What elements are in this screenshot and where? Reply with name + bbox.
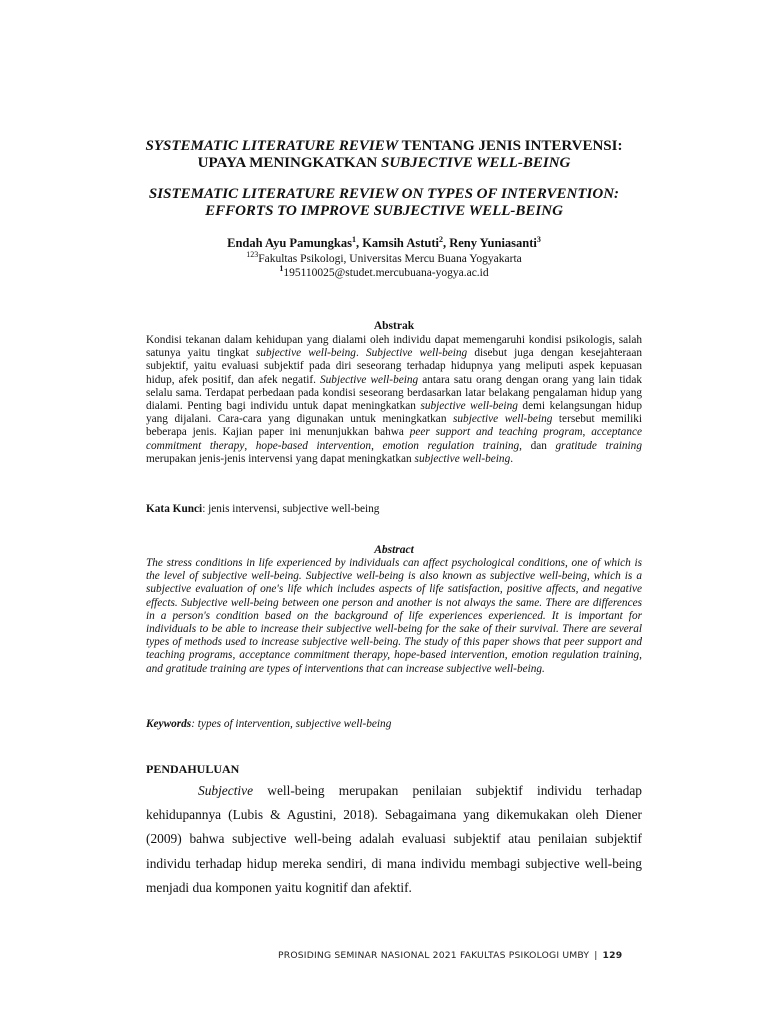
abstrak-italic: subjective well-being xyxy=(255,347,356,360)
author-1-sup: 1 xyxy=(351,234,356,244)
footer-text: PROSIDING SEMINAR NASIONAL 2021 FAKULTAS PSIKOLOGI UMBY xyxy=(278,950,590,961)
author-3-sup: 3 xyxy=(536,234,541,244)
pendahuluan-text: well-being merupakan penilaian subjektif individu terhadap kehidupannya (Lubis & Agustini, 2018). Sebagaimana yang dikemukakan oleh Diener (2009) bahwa subjective well-being adalah evaluasi subjektif atau penilaian subjektif individu terhadap hidup mereka sendiri, di mana individu membagi subjective well-being menjadi dua komponen yaitu kognitif dan afektif. xyxy=(146,783,642,895)
abstrak-italic: subjective well-being xyxy=(420,400,518,413)
abstrak-text: disebut juga dengan kesejahteraan subjektif, yaitu evaluasi subjektif pada diri seseorang terhadap hidupnya yang meliputi aspek kepuasan hidup, afek positif, dan afek negatif. xyxy=(146,347,642,386)
keywords-value: : types of intervention, subjective well-being xyxy=(191,718,392,730)
title-indonesian xyxy=(120,138,648,172)
author-2-sup: 2 xyxy=(438,234,443,244)
keywords-label: Keywords xyxy=(146,718,192,730)
abstrak-italic: subjective well-being xyxy=(453,413,553,426)
title-id-line2-italic: SUBJECTIVE WELL-BEING xyxy=(381,155,571,171)
keywords xyxy=(146,718,642,730)
email-sup: 1 xyxy=(279,264,284,274)
abstrak-text: , xyxy=(244,439,256,452)
section-heading-pendahuluan: PENDAHULUAN xyxy=(146,762,240,776)
title-en-line1: SISTEMATIC LITERATURE REVIEW ON TYPES OF INTERVENTION: xyxy=(148,186,620,202)
abstrak-italic: emotion regulation training xyxy=(382,439,520,452)
abstrak-text: Kondisi tekanan dalam kehidupan yang dialami oleh individu dapat memengaruhi kondisi psikologis, salah satunya yaitu tingkat xyxy=(146,334,642,360)
abstrak-text: . xyxy=(355,347,366,360)
abstrak-heading: Abstrak xyxy=(373,320,415,332)
pendahuluan-paragraph xyxy=(146,779,642,900)
abstrak-text: merupakan jenis-jenis intervensi yang dapat meningkatkan xyxy=(146,452,415,465)
title-en-line2: EFFORTS TO IMPROVE SUBJECTIVE WELL-BEING xyxy=(205,203,563,219)
author-sep: , xyxy=(442,236,450,250)
title-id-line1-rest: TENTANG JENIS INTERVENSI: xyxy=(398,138,623,154)
abstrak-text: , xyxy=(582,426,592,439)
abstrak-text: tersebut memiliki beberapa jenis. Kajian paper ini menunjukkan bahwa xyxy=(146,413,642,439)
author-list xyxy=(120,236,648,251)
abstrak-italic: subjective well-being xyxy=(414,452,511,465)
abstrak-text: demi kelangsungan hidup yang dijalani. Cara-cara yang digunakan untuk meningkatkan xyxy=(146,400,642,426)
abstrak-italic: peer support and teaching program xyxy=(409,426,583,439)
abstrak-italic: Subjective well-being xyxy=(365,347,468,360)
title-id-line1-italic: SYSTEMATIC LITERATURE REVIEW xyxy=(145,138,399,154)
affiliation-sup: 123 xyxy=(246,250,259,260)
abstrak-text: , dan xyxy=(519,439,556,452)
abstrak-text: antara satu orang dengan orang yang lain tidak selalu sama. Terdapat perbedaan pada kondisi seseorang berdasarkan latar belakang pengalaman hidup yang dialami. Penting bagi individu untuk dapat meningkatkan xyxy=(146,373,642,413)
page-footer xyxy=(278,950,622,961)
abstrak-italic: Subjective well-being xyxy=(320,373,419,386)
author-1: Endah Ayu Pamungkas xyxy=(227,236,352,250)
abstract-heading: Abstract xyxy=(374,544,414,556)
affiliation-text: Fakultas Psikologi, Universitas Mercu Buana Yogyakarta xyxy=(258,253,522,265)
author-sep: , xyxy=(355,236,363,250)
abstrak-italic: gratitude training xyxy=(555,439,642,452)
page-number: 129 xyxy=(602,950,623,961)
pendahuluan-italic: Subjective xyxy=(198,783,254,798)
abstrak-italic: hope-based intervention xyxy=(255,439,372,452)
kata-kunci xyxy=(146,503,642,515)
affiliation xyxy=(120,252,648,280)
abstrak-text: , xyxy=(371,439,383,452)
footer-separator: | xyxy=(594,950,598,961)
author-email: 195110025@studet.mercubuana-yogya.ac.id xyxy=(283,267,489,279)
author-3: Reny Yuniasanti xyxy=(449,236,537,250)
abstrak-text: . xyxy=(510,452,514,465)
kata-kunci-value: : jenis intervensi, subjective well-being xyxy=(202,503,380,515)
abstract-body: The stress conditions in life experienced by individuals can affect psychological conditions, one of which is the level of subjective well-being. Subjective well-being is also known as subjective well-being, which is a subjective evaluation of one's life which includes aspects of life satisfaction, positive affects, and negative effects. Subjective well-being between one person and another is not always the same. There are differences in a person's condition based on the background of life experiences experienced. It is important for individuals to be able to increase their subjective well-being for the sake of their survival. There are several types of methods used to increase subjective well-being. The study of this paper shows that peer support and teaching programs, acceptance commitment therapy, hope-based intervention, emotion regulation training, and gratitude training are types of interventions that can increase subjective well-being. xyxy=(146,557,642,675)
author-2: Kamsih Astuti xyxy=(362,236,439,250)
abstrak-italic: acceptance commitment therapy xyxy=(146,426,642,452)
title-id-line2-plain: UPAYA MENINGKATKAN xyxy=(197,155,381,171)
title-english xyxy=(120,186,648,220)
abstrak-body xyxy=(146,334,642,466)
kata-kunci-label: Kata Kunci xyxy=(146,503,203,515)
